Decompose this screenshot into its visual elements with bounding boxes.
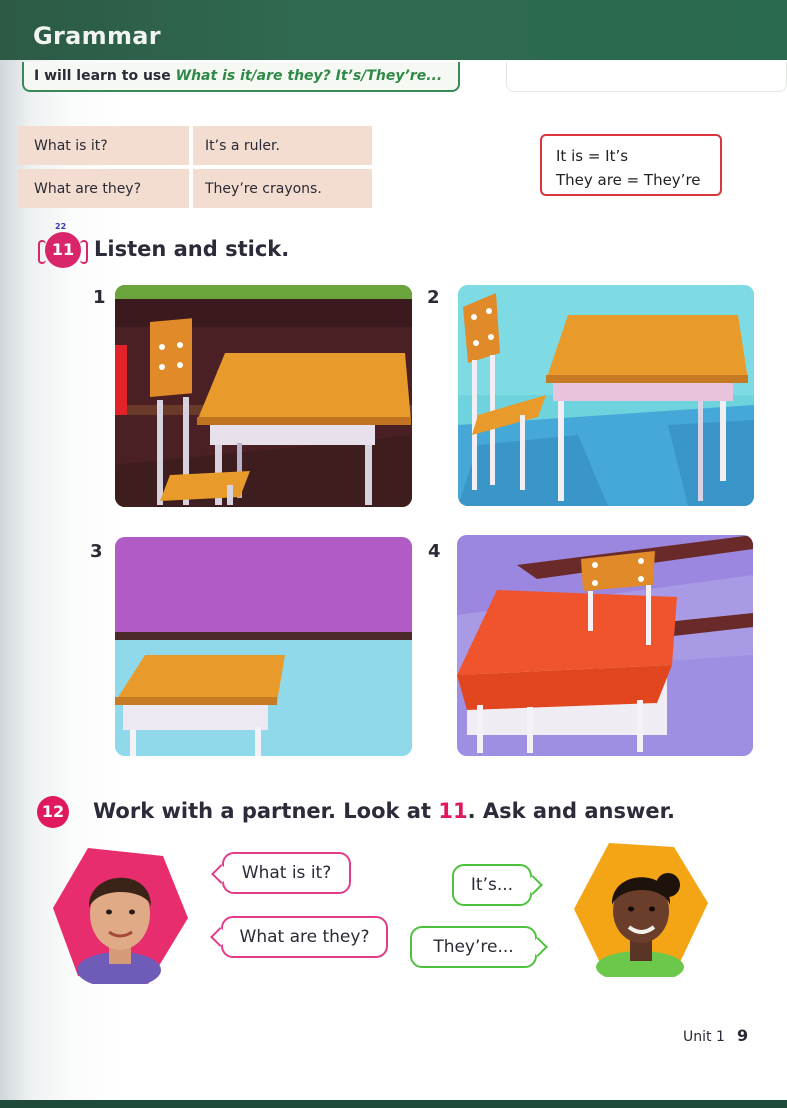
- exercise-11-title: Listen and stick.: [94, 237, 290, 261]
- exercise-12-badge: [37, 796, 69, 828]
- audio-icon[interactable]: [45, 232, 81, 268]
- boy-line-1: What is it?: [241, 863, 332, 883]
- boy-avatar: [53, 848, 188, 984]
- show-through-decoration: [506, 62, 787, 92]
- picture-1-number: 1: [93, 287, 106, 308]
- section-header: [0, 0, 787, 60]
- girl-line-2: They’re...: [433, 937, 514, 957]
- page-number: 9: [737, 1026, 749, 1045]
- girl-bubble-2: [410, 926, 537, 968]
- girl-avatar: [574, 843, 708, 977]
- exercise-12-number: 12: [41, 802, 65, 821]
- picture-3-number: 3: [90, 541, 103, 562]
- exercise-12-title-ref: 11: [438, 799, 468, 823]
- boy-line-2: What are they?: [239, 927, 370, 947]
- picture-2[interactable]: [458, 285, 754, 506]
- exercise-12-title-before: Work with a partner. Look at: [93, 799, 439, 823]
- learning-objective: [22, 62, 460, 92]
- boy-bubble-2: [221, 916, 388, 958]
- picture-4[interactable]: [457, 535, 753, 756]
- grammar-table: [18, 126, 372, 208]
- picture-2-number: 2: [427, 287, 440, 308]
- grammar-answer-2: They’re crayons.: [193, 169, 372, 208]
- grammar-question-2: What are they?: [18, 169, 189, 208]
- grammar-answer-1: It’s a ruler.: [193, 126, 372, 165]
- picture-1[interactable]: [115, 285, 412, 507]
- picture-3[interactable]: [115, 537, 412, 756]
- contraction-rule-box: [540, 134, 722, 196]
- girl-bubble-1: [452, 864, 532, 906]
- section-title: Grammar: [33, 22, 161, 50]
- exercise-11-number: 11: [51, 240, 75, 259]
- objective-prefix: I will learn to use: [34, 68, 176, 84]
- exercise-12-title: [93, 799, 675, 823]
- objective-highlight: What is it/are they? It’s/They’re...: [175, 68, 443, 84]
- audio-track-number: 22: [55, 222, 67, 231]
- girl-line-1: It’s...: [470, 875, 514, 895]
- bottom-edge: [0, 1100, 787, 1108]
- unit-label: Unit 1: [683, 1029, 725, 1045]
- picture-4-number: 4: [428, 541, 441, 562]
- rule-line-2: They are = They’re: [556, 171, 701, 189]
- boy-bubble-1: [222, 852, 351, 894]
- grammar-question-1: What is it?: [18, 126, 189, 165]
- exercise-12-title-after: . Ask and answer.: [467, 799, 675, 823]
- rule-line-1: It is = It’s: [556, 147, 629, 165]
